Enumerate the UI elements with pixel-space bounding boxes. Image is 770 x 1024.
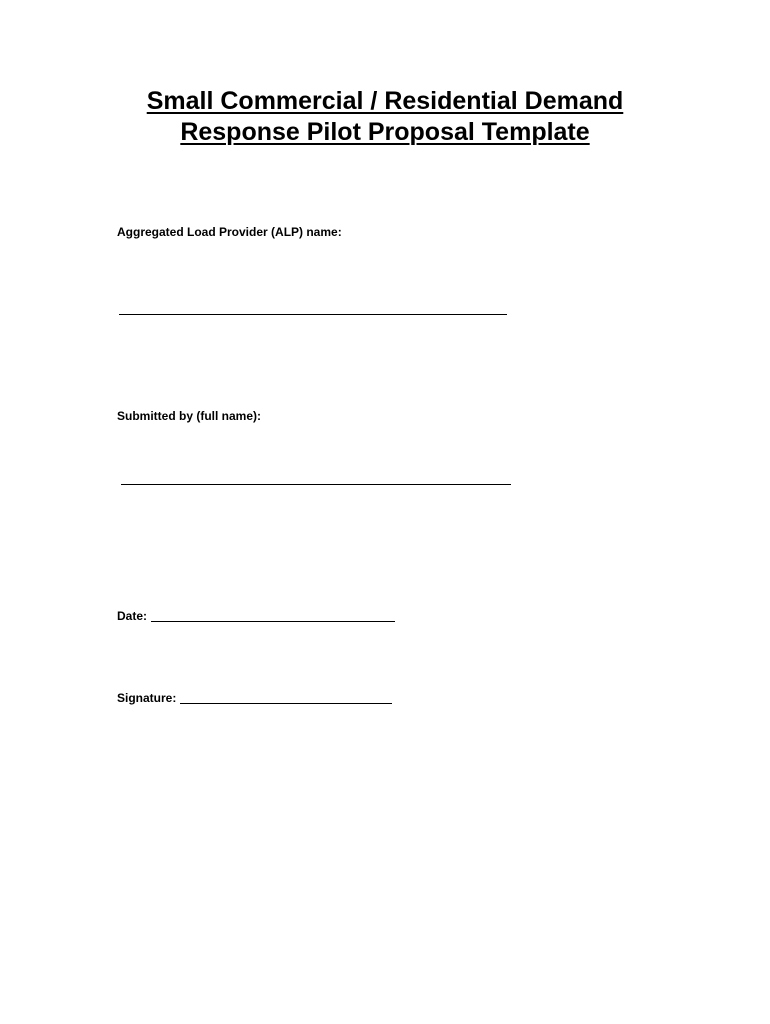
alp-name-label: Aggregated Load Provider (ALP) name: xyxy=(117,225,342,239)
document-title xyxy=(0,86,770,148)
date-field[interactable] xyxy=(151,621,395,622)
date-label: Date: xyxy=(117,609,148,623)
date-row xyxy=(117,609,395,623)
signature-row xyxy=(117,691,392,705)
alp-name-field[interactable] xyxy=(119,314,507,315)
submitted-by-field[interactable] xyxy=(121,484,511,485)
title-line-1: Small Commercial / Residential Demand xyxy=(146,87,624,115)
submitted-by-label: Submitted by (full name): xyxy=(117,409,261,423)
signature-label: Signature: xyxy=(117,691,177,705)
title-line-2: Response Pilot Proposal Template xyxy=(180,118,590,146)
signature-field[interactable] xyxy=(180,703,392,704)
